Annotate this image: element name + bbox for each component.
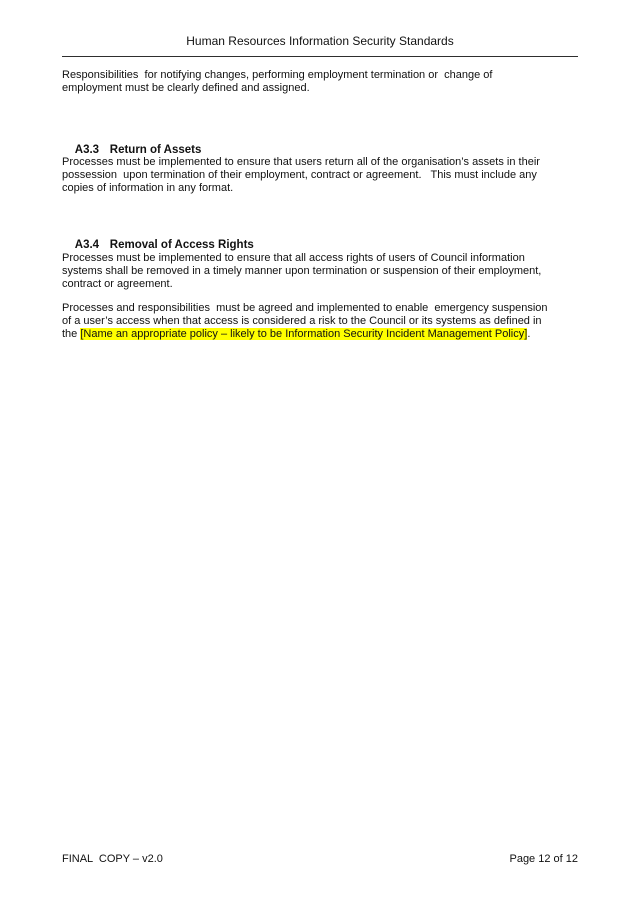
section-a34-paragraph-2 — [62, 302, 548, 341]
intro-paragraph — [62, 69, 492, 95]
text-segment: . — [527, 328, 531, 340]
text-line: copies of information in any format. — [62, 182, 234, 194]
page-footer — [62, 853, 578, 866]
section-title: Return of Assets — [109, 144, 202, 156]
document-header-title: Human Resources Information Security Standards — [186, 34, 454, 48]
text-line: systems shall be removed in a timely manner upon termination or suspension of their employment, — [62, 265, 542, 277]
highlighted-policy-placeholder: [Name an appropriate policy – likely to be Information Security Incident Management Policy] — [80, 328, 528, 340]
footer-page-number: Page 12 of 12 — [509, 853, 578, 865]
footer-version-label: FINAL COPY – v2.0 — [62, 853, 163, 865]
text-line: employment must be clearly defined and assigned. — [62, 82, 310, 94]
text-line: Responsibilities for notifying changes, performing employment termination or change of — [62, 69, 493, 81]
section-number: A3.4 — [74, 239, 100, 251]
section-a33-paragraph — [62, 156, 540, 195]
text-line: contract or agreement. — [62, 278, 173, 290]
text-line: possession upon termination of their employment, contract or agreement. This must include any — [62, 169, 537, 181]
text-line: Processes and responsibilities must be agreed and implemented to enable emergency suspension — [62, 302, 548, 314]
section-a34-paragraph-1 — [62, 252, 541, 291]
text-line: of a user’s access when that access is considered a risk to the Council or its systems as defined in — [62, 315, 542, 327]
section-title: Removal of Access Rights — [109, 239, 254, 251]
text-line: Processes must be implemented to ensure that users return all of the organisation’s assets in their — [62, 156, 540, 168]
text-line — [62, 328, 548, 341]
text-line: Processes must be implemented to ensure that all access rights of users of Council information — [62, 252, 525, 264]
text-segment: the — [62, 328, 81, 340]
header-rule — [62, 56, 578, 57]
section-number: A3.3 — [74, 144, 100, 156]
